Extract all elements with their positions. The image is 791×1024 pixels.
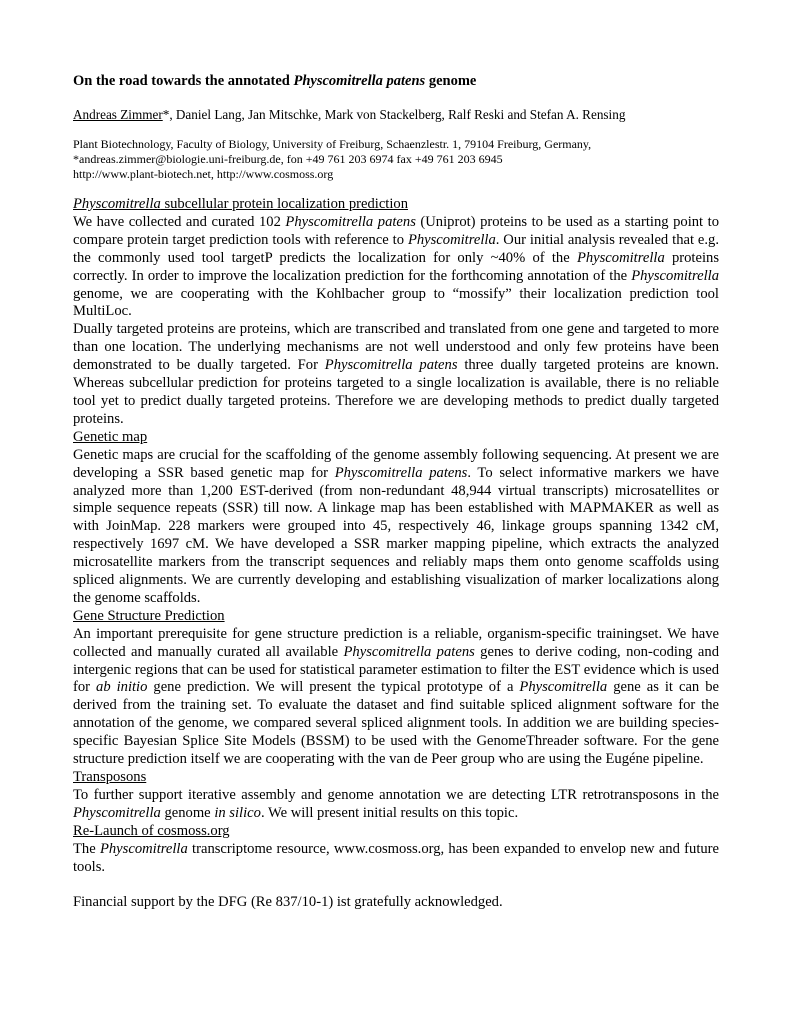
text-run: Genetic maps are crucial for the scaffolding of the genome assembly following sequencing. At present we are developing a SSR based genetic map for [73,446,719,481]
italic-run: Physcomitrella [407,231,496,248]
text-run: gene prediction. We will present the typical prototype of a [147,679,520,696]
presenting-author: Andreas Zimmer [73,107,163,122]
italic-run: Physcomitrella [99,840,188,857]
italic-run: Physcomitrella patens [285,213,416,230]
author-list [73,106,719,123]
co-authors: *, Daniel Lang, Jan Mitschke, Mark von Stackelberg, Ralf Reski and Stefan A. Rensing [162,107,626,122]
italic-run: Physcomitrella [631,267,719,284]
text-run: genome, we are cooperating with the Kohlbacher group to “mossify” their localization prediction tool MultiLoc. [73,285,719,320]
text-run: transcriptome resource, www.cosmoss.org, has been expanded to envelop new and future tools. [73,840,720,875]
text-run: . We will present initial results on this topic. [260,804,519,821]
text-run: To further support iterative assembly and genome annotation we are detecting LTR retrotransposons in the [73,786,719,803]
text-run: genome [160,804,215,821]
text-run: Dually targeted proteins are proteins, which are transcribed and translated from one gene and targeted to more than one location. The underlying mechanisms are not well understood and only few proteins have been demonstrated to be dually targeted. For [73,321,719,374]
italic-run: ab initio [96,679,148,696]
title-pre: On the road towards the annotated [73,73,294,89]
title-post: genome [425,73,477,89]
heading-gene-structure: Gene Structure Prediction [73,607,225,624]
heading-relaunch: Re-Launch of cosmoss.org [73,822,230,839]
italic-run: Physcomitrella patens [343,643,475,660]
text-run: gene as it can be derived from the training set. To evaluate the dataset and find suitable spliced alignment software for the annotation of the genome, we compared several spliced alignment tools. In addition we are building species-specific Bayesian Splice Site Models (BSSM) to be used with the GenomeThreader software. For the gene structure prediction itself we are cooperating with the van de Peer group who are using the Eugéne pipeline. [73,679,719,768]
document-title [73,72,719,90]
heading-localization-italic: Physcomitrella [73,196,161,212]
paragraph-transposons [73,787,719,823]
text-run: genes to derive coding, non-coding and intergenic regions that can be used for statistical parameter estimation to filter the EST evidence which is used for [73,643,720,696]
heading-localization-text: subcellular protein localization prediction [160,196,409,212]
text-run: . To select informative markers we have analyzed more than 1,200 EST-derived (from non-redundant 48,944 virtual transcripts) microsatellites or simple sequence repeats (SSR) till now. A linkage map has been established with MAPMAKER as well as with JoinMap. 228 markers were grouped into 45, respectively 46, linkage groups spanning 1342 cM, respectively 1697 cM. We have developed a SSR marker mapping pipeline, which extracts the analyzed microsatellite markers from the transcript sequences and reliably maps them onto genome scaffolds using spliced alignments. We are currently developing and establishing visualization of marker localizations along the genome scaffolds. [73,464,720,606]
italic-run: Physcomitrella [519,679,608,696]
text-run: We have collected and curated 102 [73,213,286,230]
document-body [73,196,719,912]
heading-transposons: Transposons [73,769,147,785]
paragraph-localization-1 [73,214,719,321]
italic-run: Physcomitrella patens [324,357,458,374]
paragraph-gene-structure [73,626,719,769]
heading-genetic-map: Genetic map [73,428,148,445]
paragraph-localization-2 [73,321,719,428]
italic-run: Physcomitrella [576,249,665,266]
italic-run: in silico [214,804,261,821]
text-run: The [73,840,100,857]
heading-localization [73,196,719,214]
text-run: . Our initial analysis revealed that e.g. the commonly used tool targetP predicts the localization for only ~40% of the [73,231,720,266]
text-run: An important prerequisite for gene structure prediction is a reliable, organism-specific trainingset. We have collected and manually curated all available [73,625,719,660]
affiliation-contact: *andreas.zimmer@biologie.uni-freiburg.de, fon +49 761 203 6974 fax +49 761 203 6945 [73,152,503,166]
paragraph-genetic-map [73,447,719,608]
text-run: proteins correctly. In order to improve the localization prediction for the forthcoming annotation of the [73,249,719,284]
document-page [73,72,719,912]
affiliation-address: Plant Biotechnology, Faculty of Biology, University of Freiburg, Schaenzlestr. 1, 79104 Freiburg, Germany, [73,137,592,151]
text-run: (Uniprot) proteins to be used as a starting point to compare protein target prediction tools with reference to [73,213,719,248]
paragraph-relaunch [73,841,719,877]
acknowledgement: Financial support by the DFG (Re 837/10-1) ist gratefully acknowledged. [73,894,503,911]
affiliation-websites: http://www.plant-biotech.net, http://www.cosmoss.org [73,167,334,181]
italic-run: Physcomitrella [73,804,161,821]
title-species: Physcomitrella patens [293,73,426,89]
affiliation-block [73,137,719,182]
paragraph-gap [73,876,719,894]
italic-run: Physcomitrella patens [334,464,468,481]
text-run: three dually targeted proteins are known. Whereas subcellular prediction for proteins targeted to a single localization is available, there is no reliable tool yet to predict dually targeted proteins. Therefore we are developing methods to predict dually targeted proteins. [73,357,719,427]
